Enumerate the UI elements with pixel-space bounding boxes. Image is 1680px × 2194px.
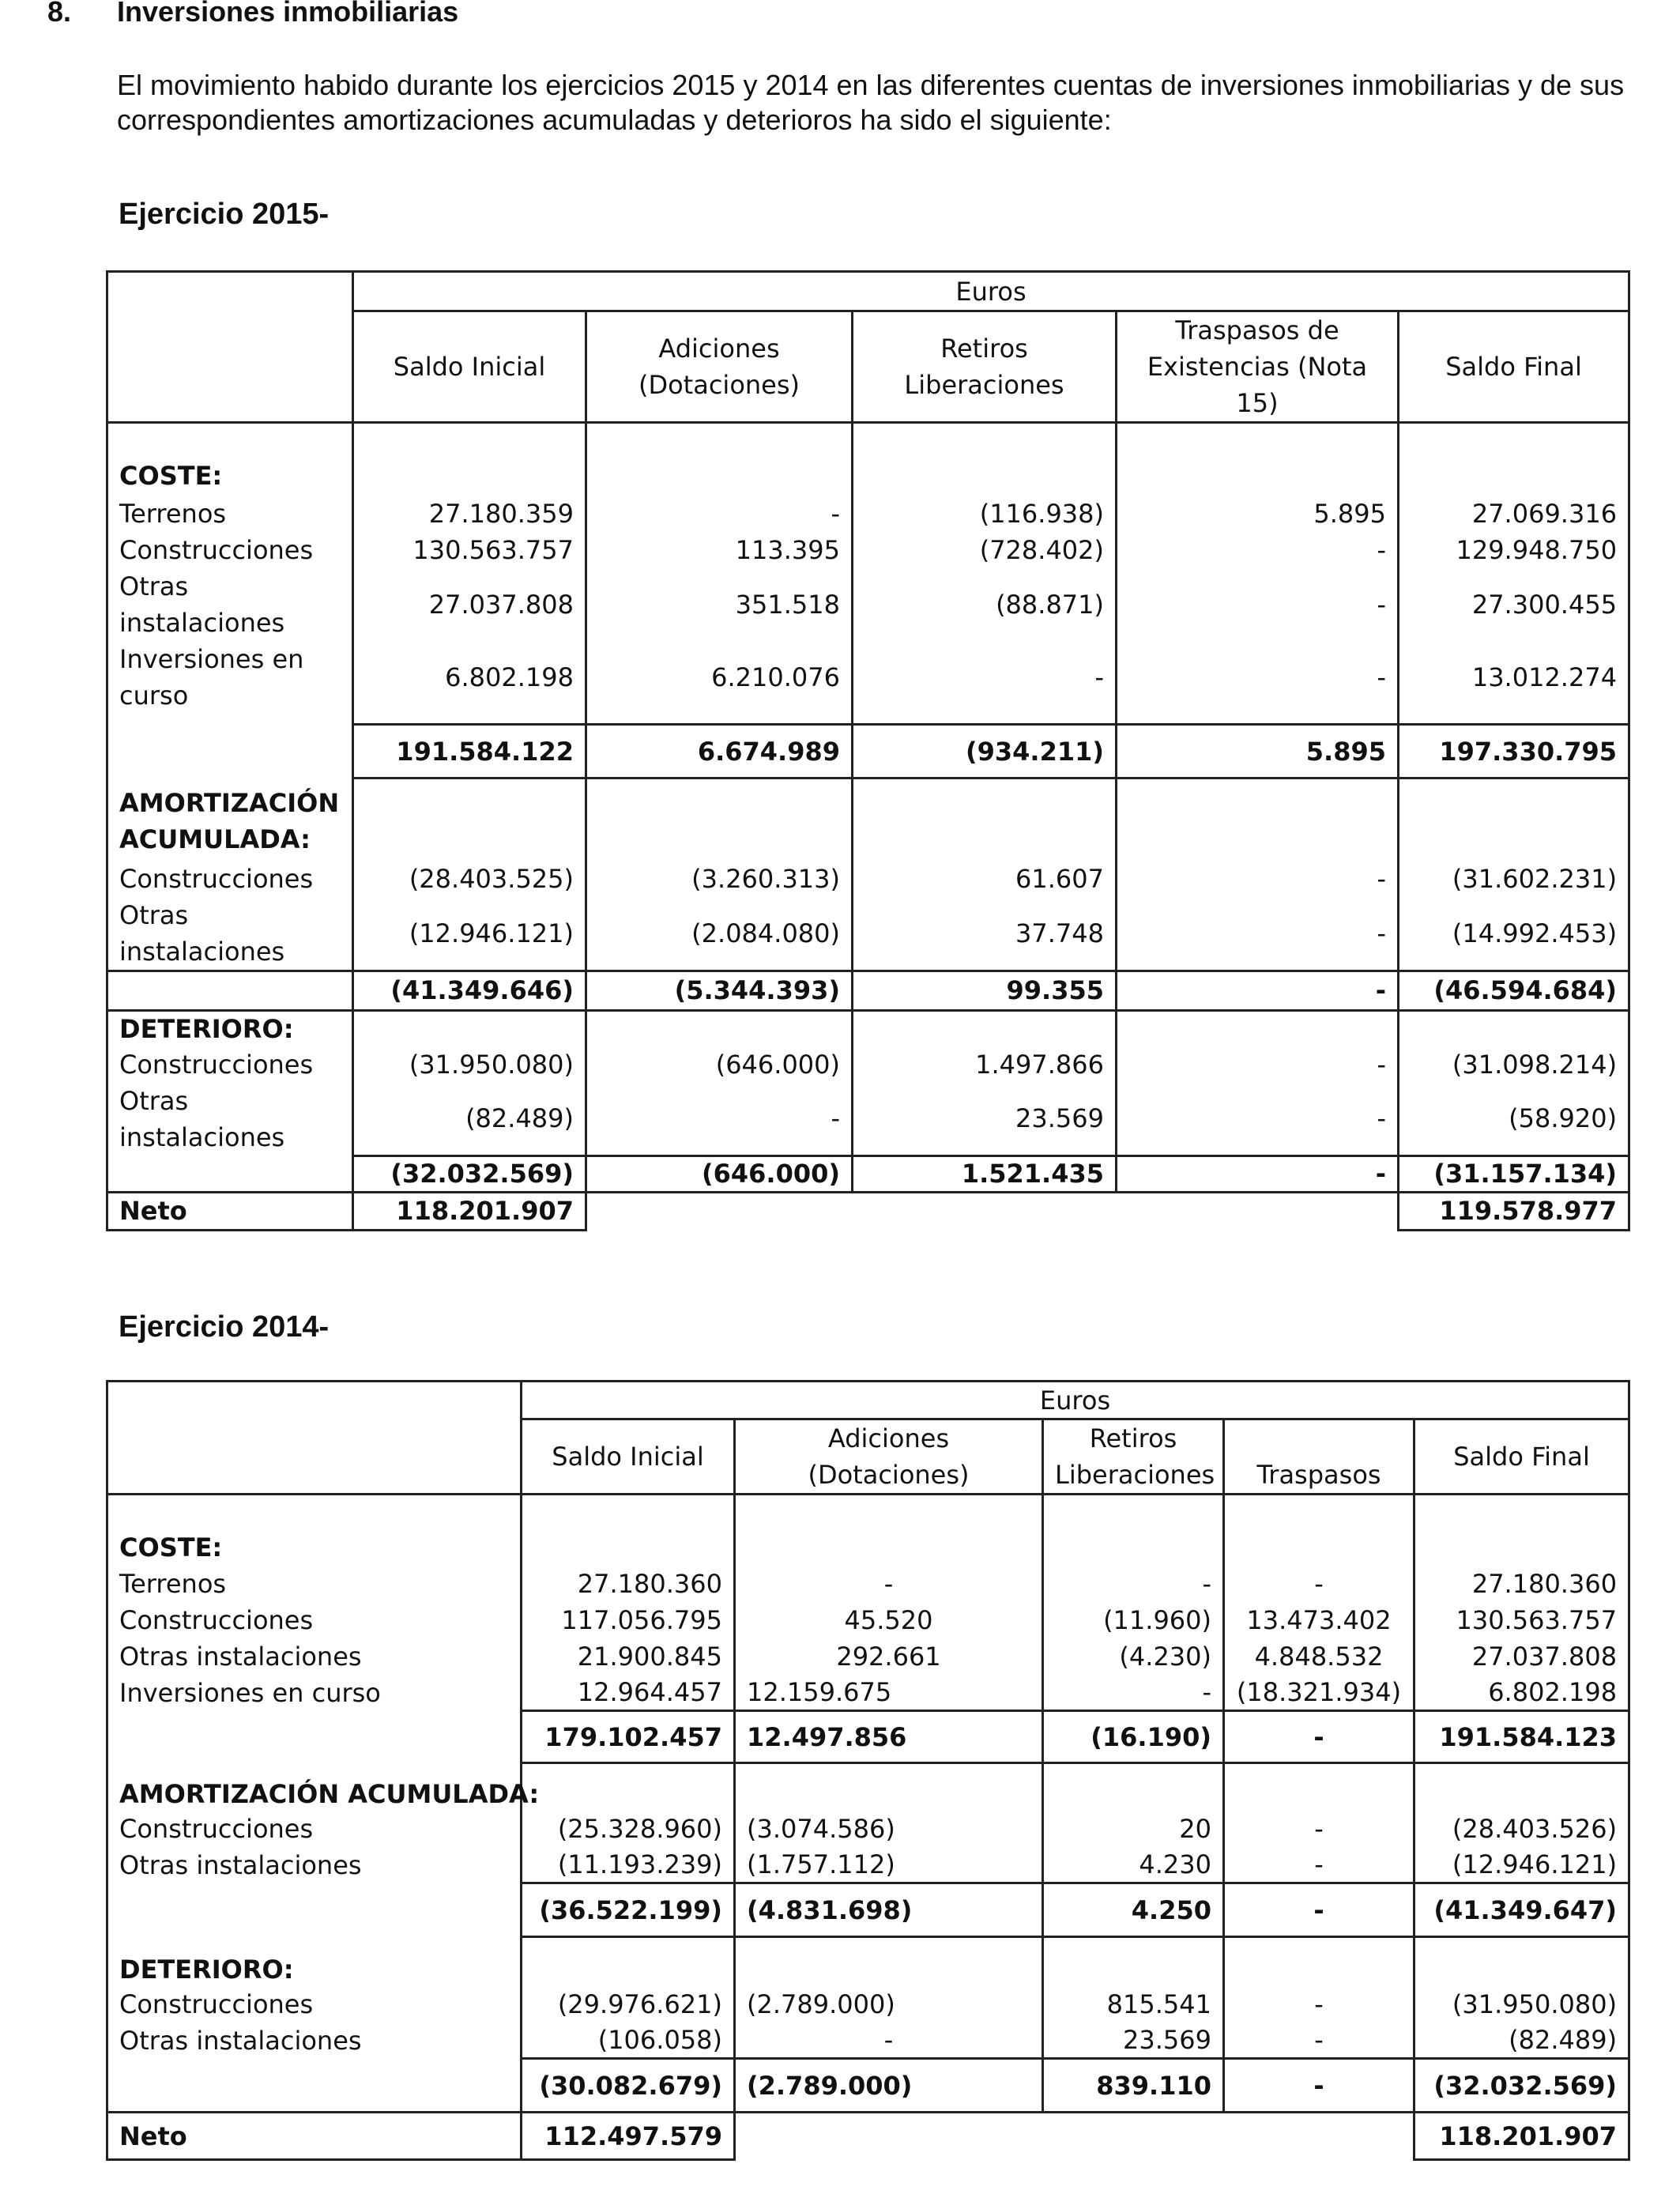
- cell: (3.074.586): [735, 1811, 1043, 1847]
- cell: 45.520: [735, 1602, 1043, 1638]
- row-label: Construcciones: [107, 1811, 522, 1847]
- cell: (46.594.684): [1399, 971, 1629, 1010]
- cell: -: [1117, 532, 1399, 568]
- cell: 1.521.435: [853, 1155, 1117, 1192]
- cell: (36.522.199): [522, 1883, 735, 1937]
- cell: (12.946.121): [1414, 1847, 1629, 1883]
- table-2014-title: Ejercicio 2014-: [119, 1310, 330, 1344]
- cell: 6.674.989: [586, 725, 853, 778]
- cell: (1.757.112): [735, 1847, 1043, 1883]
- neto-row: [107, 1192, 1629, 1230]
- intro-paragraph: El movimiento habido durante los ejercicios 2015 y 2014 en las diferentes cuentas de inversiones inmobiliarias y de sus correspondientes amortizaciones acumuladas y deterioros ha sido el siguiente:: [117, 69, 1625, 136]
- cell: (29.976.621): [522, 1986, 735, 2022]
- cell: -: [1117, 971, 1399, 1010]
- row-label: Otras instalaciones: [107, 1847, 522, 1883]
- cell: 1.497.866: [853, 1046, 1117, 1083]
- cell: (116.938): [853, 496, 1117, 532]
- table-row: [107, 1566, 1629, 1602]
- cell: (58.920): [1399, 1083, 1629, 1155]
- cell: (11.193.239): [522, 1847, 735, 1883]
- cell: 191.584.123: [1414, 1711, 1629, 1763]
- cell: -: [1117, 1046, 1399, 1083]
- currency-header: Euros: [353, 272, 1629, 311]
- cell: -: [853, 641, 1117, 714]
- cell: 179.102.457: [522, 1711, 735, 1763]
- row-label: Construcciones: [107, 1602, 522, 1638]
- subtotal-row: [107, 725, 1629, 778]
- cell: 12.964.457: [522, 1675, 735, 1711]
- cell: -: [1224, 1566, 1414, 1602]
- col-header-saldo-final: Saldo Final: [1414, 1419, 1629, 1495]
- neto-label: Neto: [107, 1192, 353, 1230]
- section-title: Inversiones inmobiliarias: [117, 0, 459, 28]
- col-header-adiciones: Adiciones (Dotaciones): [735, 1419, 1043, 1495]
- row-label: Inversiones en curso: [107, 1675, 522, 1711]
- row-label: Otras instalaciones: [107, 568, 353, 641]
- cell: -: [1117, 897, 1399, 971]
- col-header-retiros: Retiros Liberaciones: [1043, 1419, 1224, 1495]
- cell: (2.789.000): [735, 2059, 1043, 2113]
- cell: 23.569: [1043, 2022, 1224, 2059]
- row-label: Construcciones: [107, 1986, 522, 2022]
- cell: (934.211): [853, 725, 1117, 778]
- cell: -: [1117, 1155, 1399, 1192]
- section-number: 8.: [47, 0, 72, 28]
- cell: (2.084.080): [586, 897, 853, 971]
- section-label-amortizacion: AMORTIZACIÓN ACUMULADA:: [107, 778, 353, 861]
- cell: 292.661: [735, 1638, 1043, 1675]
- cell: (41.349.647): [1414, 1883, 1629, 1937]
- cell: (31.157.134): [1399, 1155, 1629, 1192]
- row-label: Construcciones: [107, 532, 353, 568]
- cell: (28.403.525): [353, 861, 586, 897]
- cell: (646.000): [586, 1046, 853, 1083]
- cell: 191.584.122: [353, 725, 586, 778]
- cell: 839.110: [1043, 2059, 1224, 2113]
- cell: -: [735, 2022, 1043, 2059]
- cell: -: [1224, 2059, 1414, 2113]
- cell: -: [1117, 568, 1399, 641]
- cell: 20: [1043, 1811, 1224, 1847]
- cell: 5.895: [1117, 496, 1399, 532]
- col-header-saldo-inicial: Saldo Inicial: [522, 1419, 735, 1495]
- subtotal-row: [107, 2059, 1629, 2113]
- cell: (4.831.698): [735, 1883, 1043, 1937]
- row-label: Construcciones: [107, 861, 353, 897]
- table-2014: [106, 1380, 1630, 2161]
- cell: -: [1224, 1883, 1414, 1937]
- cell: (18.321.934): [1224, 1675, 1414, 1711]
- cell: -: [1043, 1566, 1224, 1602]
- cell: 27.037.808: [1414, 1638, 1629, 1675]
- col-header-saldo-final: Saldo Final: [1399, 311, 1629, 423]
- table-row: [107, 568, 1629, 641]
- cell: 113.395: [586, 532, 853, 568]
- neto-row: [107, 2113, 1629, 2160]
- row-label: Construcciones: [107, 1046, 353, 1083]
- cell: (25.328.960): [522, 1811, 735, 1847]
- cell: (82.489): [1414, 2022, 1629, 2059]
- cell: (31.602.231): [1399, 861, 1629, 897]
- cell: (30.082.679): [522, 2059, 735, 2113]
- cell: (31.098.214): [1399, 1046, 1629, 1083]
- table-row: [107, 861, 1629, 897]
- cell: -: [1224, 2022, 1414, 2059]
- cell: 37.748: [853, 897, 1117, 971]
- cell: -: [1224, 1811, 1414, 1847]
- cell: -: [735, 1566, 1043, 1602]
- cell: 27.180.359: [353, 496, 586, 532]
- cell: (41.349.646): [353, 971, 586, 1010]
- cell: 27.037.808: [353, 568, 586, 641]
- col-header-saldo-inicial: Saldo Inicial: [353, 311, 586, 423]
- row-label: Terrenos: [107, 496, 353, 532]
- subtotal-row: [107, 1711, 1629, 1763]
- neto-inicial: 118.201.907: [353, 1192, 586, 1230]
- row-label: Inversiones en curso: [107, 641, 353, 714]
- cell: (32.032.569): [1414, 2059, 1629, 2113]
- cell: 129.948.750: [1399, 532, 1629, 568]
- cell: 12.497.856: [735, 1711, 1043, 1763]
- cell: (16.190): [1043, 1711, 1224, 1763]
- col-header-traspasos: Traspasos de Existencias (Nota 15): [1117, 311, 1399, 423]
- cell: (5.344.393): [586, 971, 853, 1010]
- cell: 27.069.316: [1399, 496, 1629, 532]
- section-label-coste: COSTE:: [107, 1495, 522, 1566]
- col-header-retiros: Retiros Liberaciones: [853, 311, 1117, 423]
- currency-header: Euros: [522, 1382, 1629, 1419]
- subtotal-row: [107, 1883, 1629, 1937]
- table-2015-title: Ejercicio 2015-: [119, 198, 330, 231]
- cell: 815.541: [1043, 1986, 1224, 2022]
- cell: (28.403.526): [1414, 1811, 1629, 1847]
- table-row: [107, 496, 1629, 532]
- cell: 130.563.757: [353, 532, 586, 568]
- cell: 12.159.675: [735, 1675, 1043, 1711]
- col-header-traspasos: Traspasos: [1224, 1419, 1414, 1495]
- cell: 4.848.532: [1224, 1638, 1414, 1675]
- cell: 351.518: [586, 568, 853, 641]
- row-label: Terrenos: [107, 1566, 522, 1602]
- subtotal-row: [107, 971, 1629, 1010]
- cell: (31.950.080): [353, 1046, 586, 1083]
- cell: (728.402): [853, 532, 1117, 568]
- section-heading: [47, 0, 458, 28]
- table-row: [107, 2022, 1629, 2059]
- cell: (2.789.000): [735, 1986, 1043, 2022]
- table-row: [107, 897, 1629, 971]
- cell: (646.000): [586, 1155, 853, 1192]
- table-row: [107, 641, 1629, 714]
- table-row: [107, 532, 1629, 568]
- table-row: [107, 1986, 1629, 2022]
- cell: 6.210.076: [586, 641, 853, 714]
- cell: (14.992.453): [1399, 897, 1629, 971]
- header-corner: [107, 272, 353, 423]
- cell: -: [1117, 641, 1399, 714]
- cell: 13.012.274: [1399, 641, 1629, 714]
- cell: 6.802.198: [1414, 1675, 1629, 1711]
- cell: (12.946.121): [353, 897, 586, 971]
- cell: (88.871): [853, 568, 1117, 641]
- cell: 130.563.757: [1414, 1602, 1629, 1638]
- cell: 4.250: [1043, 1883, 1224, 1937]
- neto-final: 119.578.977: [1399, 1192, 1629, 1230]
- section-label-deterioro: DETERIORO:: [107, 1010, 353, 1046]
- cell: -: [586, 496, 853, 532]
- cell: 117.056.795: [522, 1602, 735, 1638]
- header-corner: [107, 1382, 522, 1495]
- section-label-coste: COSTE:: [107, 423, 353, 496]
- cell: -: [1117, 861, 1399, 897]
- table-row: [107, 1083, 1629, 1155]
- table-row: [107, 1046, 1629, 1083]
- table-row: [107, 1811, 1629, 1847]
- row-label: Otras instalaciones: [107, 897, 353, 971]
- cell: (82.489): [353, 1083, 586, 1155]
- neto-final: 118.201.907: [1414, 2113, 1629, 2160]
- col-header-adiciones: Adiciones (Dotaciones): [586, 311, 853, 423]
- cell: (106.058): [522, 2022, 735, 2059]
- neto-label: Neto: [107, 2113, 522, 2160]
- section-label-deterioro: DETERIORO:: [107, 1937, 522, 1986]
- row-label: Otras instalaciones: [107, 1638, 522, 1675]
- cell: -: [1224, 1986, 1414, 2022]
- cell: (31.950.080): [1414, 1986, 1629, 2022]
- table-row: [107, 1675, 1629, 1711]
- cell: 4.230: [1043, 1847, 1224, 1883]
- cell: -: [1043, 1675, 1224, 1711]
- table-row: [107, 1602, 1629, 1638]
- cell: 6.802.198: [353, 641, 586, 714]
- cell: (11.960): [1043, 1602, 1224, 1638]
- cell: 23.569: [853, 1083, 1117, 1155]
- cell: 27.180.360: [1414, 1566, 1629, 1602]
- table-row: [107, 1638, 1629, 1675]
- cell: 27.300.455: [1399, 568, 1629, 641]
- cell: 99.355: [853, 971, 1117, 1010]
- cell: 5.895: [1117, 725, 1399, 778]
- subtotal-row: [107, 1155, 1629, 1192]
- cell: (32.032.569): [353, 1155, 586, 1192]
- cell: 61.607: [853, 861, 1117, 897]
- cell: -: [1117, 1083, 1399, 1155]
- cell: 13.473.402: [1224, 1602, 1414, 1638]
- cell: -: [1224, 1711, 1414, 1763]
- cell: -: [586, 1083, 853, 1155]
- cell: 197.330.795: [1399, 725, 1629, 778]
- cell: -: [1224, 1847, 1414, 1883]
- cell: (4.230): [1043, 1638, 1224, 1675]
- cell: 27.180.360: [522, 1566, 735, 1602]
- row-label: Otras instalaciones: [107, 2022, 522, 2059]
- section-label-amortizacion: AMORTIZACIÓN ACUMULADA:: [107, 1763, 522, 1811]
- neto-inicial: 112.497.579: [522, 2113, 735, 2160]
- table-2015: [106, 270, 1630, 1231]
- cell: (3.260.313): [586, 861, 853, 897]
- table-row: [107, 1847, 1629, 1883]
- cell: 21.900.845: [522, 1638, 735, 1675]
- row-label: Otras instalaciones: [107, 1083, 353, 1155]
